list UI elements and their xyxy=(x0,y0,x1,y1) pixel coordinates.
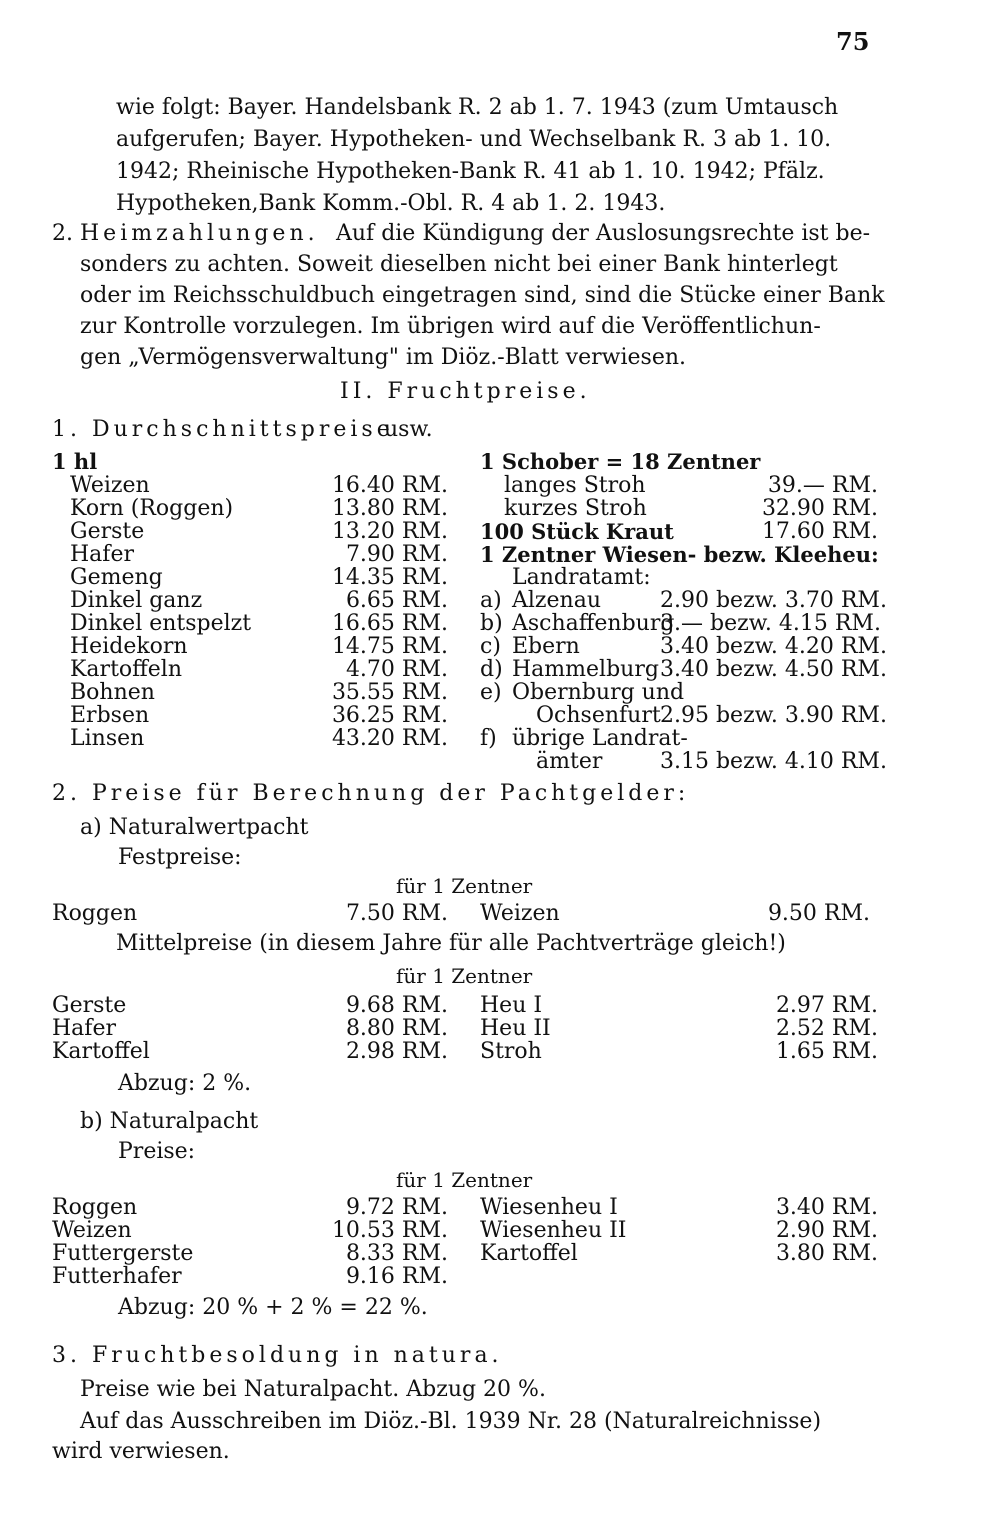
grain-name: Heidekorn xyxy=(70,634,188,659)
grain-name: Dinkel ganz xyxy=(70,588,203,613)
natural-name: Futterhafer xyxy=(52,1264,182,1289)
district-name: übrige Landrat- xyxy=(512,726,688,751)
district-price: 3.40 bezw. 4.20 RM. xyxy=(660,634,887,659)
natural-name: Weizen xyxy=(52,1218,132,1243)
natural-name: Wiesenheu I xyxy=(480,1195,618,1220)
fest-name: Roggen xyxy=(52,901,138,926)
grain-name: Hafer xyxy=(70,542,134,567)
natural-name: Futtergerste xyxy=(52,1241,194,1266)
district-price: 3.15 bezw. 4.10 RM. xyxy=(660,749,887,774)
district-price: 2.95 bezw. 3.90 RM. xyxy=(660,703,887,728)
stroh-name: langes Stroh xyxy=(504,473,646,498)
grain-name: Bohnen xyxy=(70,680,155,705)
unit-label: für 1 Zentner xyxy=(396,874,533,898)
district-name-cont: ämter xyxy=(536,749,603,774)
fest-name: Weizen xyxy=(480,901,560,926)
pacht-heading: 2. Preise für Berechnung der Pachtgelder: xyxy=(52,781,690,806)
district-label: c) xyxy=(480,634,501,659)
grain-name: Gemeng xyxy=(70,565,163,590)
mittel-name: Gerste xyxy=(52,993,127,1018)
abzug-b: Abzug: 20 % + 2 % = 22 %. xyxy=(118,1295,428,1320)
grain-name: Erbsen xyxy=(70,703,150,728)
stroh-price: 32.90 RM. xyxy=(761,496,878,521)
schober-header: 1 Schober = 18 Zentner xyxy=(480,449,761,474)
preise-label: Preise: xyxy=(118,1139,196,1164)
left-header: 1 hl xyxy=(52,449,98,474)
grain-price: 16.65 RM. xyxy=(331,611,448,636)
grain-name: Linsen xyxy=(70,726,145,751)
grain-price: 6.65 RM. xyxy=(345,588,448,613)
intro-line: wie folgt: Bayer. Handelsbank R. 2 ab 1. 7. 1943 (zum Umtausch xyxy=(116,95,839,120)
district-name-cont: Ochsenfurt xyxy=(536,703,661,728)
mittel-price: 2.98 RM. xyxy=(345,1039,448,1064)
natural-price: 9.72 RM. xyxy=(345,1195,448,1220)
grain-price: 13.80 RM. xyxy=(331,496,448,521)
fruchtbesoldung-line: wird verwiesen. xyxy=(52,1439,230,1464)
stroh-price: 39.— RM. xyxy=(767,473,878,498)
mittel-price: 8.80 RM. xyxy=(345,1016,448,1041)
mittel-name: Hafer xyxy=(52,1016,116,1041)
page-number: 75 xyxy=(836,27,870,56)
mittel-name: Heu I xyxy=(480,993,543,1018)
grain-price: 7.90 RM. xyxy=(345,542,448,567)
district-label: d) xyxy=(480,657,503,682)
section-title: II. Fruchtpreise. xyxy=(340,379,591,404)
grain-price: 14.75 RM. xyxy=(331,634,448,659)
heimzahlungen-line: oder im Reichsschuldbuch eingetragen sind, sind die Stücke einer Bank xyxy=(80,283,885,308)
district-name: Aschaffenburg xyxy=(512,611,675,636)
intro-line: aufgerufen; Bayer. Hypotheken- und Wechselbank R. 3 ab 1. 10. xyxy=(116,127,832,152)
grain-name: Korn (Roggen) xyxy=(70,496,234,521)
fruchtbesoldung-heading: 3. Fruchtbesoldung in natura. xyxy=(52,1343,503,1368)
mittel-price: 2.97 RM. xyxy=(775,993,878,1018)
natural-price: 3.40 RM. xyxy=(775,1195,878,1220)
kraut-name: 100 Stück Kraut xyxy=(480,519,674,544)
festpreise-label: Festpreise: xyxy=(118,845,242,870)
landratamt-label: Landratamt: xyxy=(512,565,651,590)
intro-line: 1942; Rheinische Hypotheken-Bank R. 41 ab 1. 10. 1942; Pfälz. xyxy=(116,159,825,184)
grain-price: 14.35 RM. xyxy=(331,565,448,590)
mittel-name: Kartoffel xyxy=(52,1039,150,1064)
naturalwertpacht-title: a) Naturalwertpacht xyxy=(80,815,309,840)
district-label: e) xyxy=(480,680,502,705)
district-price: 2.90 bezw. 3.70 RM. xyxy=(660,588,887,613)
natural-price: 10.53 RM. xyxy=(331,1218,448,1243)
district-name: Hammelburg xyxy=(512,657,659,682)
natural-name: Wiesenheu II xyxy=(480,1218,627,1243)
heimzahlungen-title: Heimzahlungen. xyxy=(80,221,319,246)
mittel-price: 9.68 RM. xyxy=(345,993,448,1018)
mittel-name: Heu II xyxy=(480,1016,551,1041)
natural-price: 3.80 RM. xyxy=(775,1241,878,1266)
kraut-price: 17.60 RM. xyxy=(761,519,878,544)
stroh-name: kurzes Stroh xyxy=(504,496,647,521)
grain-name: Weizen xyxy=(70,473,150,498)
district-label: a) xyxy=(480,588,502,613)
mittel-name: Stroh xyxy=(480,1039,542,1064)
grain-price: 35.55 RM. xyxy=(331,680,448,705)
grain-name: Gerste xyxy=(70,519,145,544)
fruchtbesoldung-line: Preise wie bei Naturalpacht. Abzug 20 %. xyxy=(80,1377,546,1402)
natural-name: Roggen xyxy=(52,1195,138,1220)
heimzahlungen-line: zur Kontrolle vorzulegen. Im übrigen wird auf die Veröffentlichun- xyxy=(80,314,821,339)
naturalpacht-title: b) Naturalpacht xyxy=(80,1109,259,1134)
abzug-a: Abzug: 2 %. xyxy=(118,1071,252,1096)
district-name: Obernburg und xyxy=(512,680,685,705)
district-name: Alzenau xyxy=(512,588,601,613)
fest-price: 9.50 RM. xyxy=(767,901,870,926)
district-label: b) xyxy=(480,611,503,636)
heimzahlungen-number: 2. xyxy=(52,221,73,246)
mittel-price: 2.52 RM. xyxy=(775,1016,878,1041)
district-name: Ebern xyxy=(512,634,580,659)
unit-label: für 1 Zentner xyxy=(396,1168,533,1192)
durchschnitt-heading: 1. Durchschnittspreise xyxy=(52,417,394,442)
grain-price: 13.20 RM. xyxy=(331,519,448,544)
durchschnitt-heading-tail: usw. xyxy=(384,417,433,442)
district-price: 3.— bezw. 4.15 RM. xyxy=(660,611,881,636)
heimzahlungen-line: gen „Vermögensverwaltung" im Diöz.-Blatt verwiesen. xyxy=(80,345,686,370)
grain-name: Kartoffeln xyxy=(70,657,183,682)
heu-header: 1 Zentner Wiesen- bezw. Kleeheu: xyxy=(480,542,879,567)
grain-price: 4.70 RM. xyxy=(345,657,448,682)
natural-price: 2.90 RM. xyxy=(775,1218,878,1243)
fest-price: 7.50 RM. xyxy=(345,901,448,926)
natural-name: Kartoffel xyxy=(480,1241,578,1266)
fruchtbesoldung-line: Auf das Ausschreiben im Diöz.-Bl. 1939 Nr. 28 (Naturalreichnisse) xyxy=(80,1409,822,1434)
natural-price: 9.16 RM. xyxy=(345,1264,448,1289)
mittel-price: 1.65 RM. xyxy=(775,1039,878,1064)
district-label: f) xyxy=(480,726,497,751)
grain-price: 43.20 RM. xyxy=(331,726,448,751)
district-price: 3.40 bezw. 4.50 RM. xyxy=(660,657,887,682)
grain-price: 36.25 RM. xyxy=(331,703,448,728)
heimzahlungen-line: Auf die Kündigung der Auslosungsrechte ist be- xyxy=(336,221,871,246)
grain-price: 16.40 RM. xyxy=(331,473,448,498)
intro-line: Hypotheken,Bank Komm.-Obl. R. 4 ab 1. 2. 1943. xyxy=(116,191,666,216)
unit-label: für 1 Zentner xyxy=(396,964,533,988)
grain-name: Dinkel entspelzt xyxy=(70,611,252,636)
heimzahlungen-line: sonders zu achten. Soweit dieselben nicht bei einer Bank hinterlegt xyxy=(80,252,838,277)
natural-price: 8.33 RM. xyxy=(345,1241,448,1266)
mittelpreise-line: Mittelpreise (in diesem Jahre für alle Pachtverträge gleich!) xyxy=(116,931,786,956)
